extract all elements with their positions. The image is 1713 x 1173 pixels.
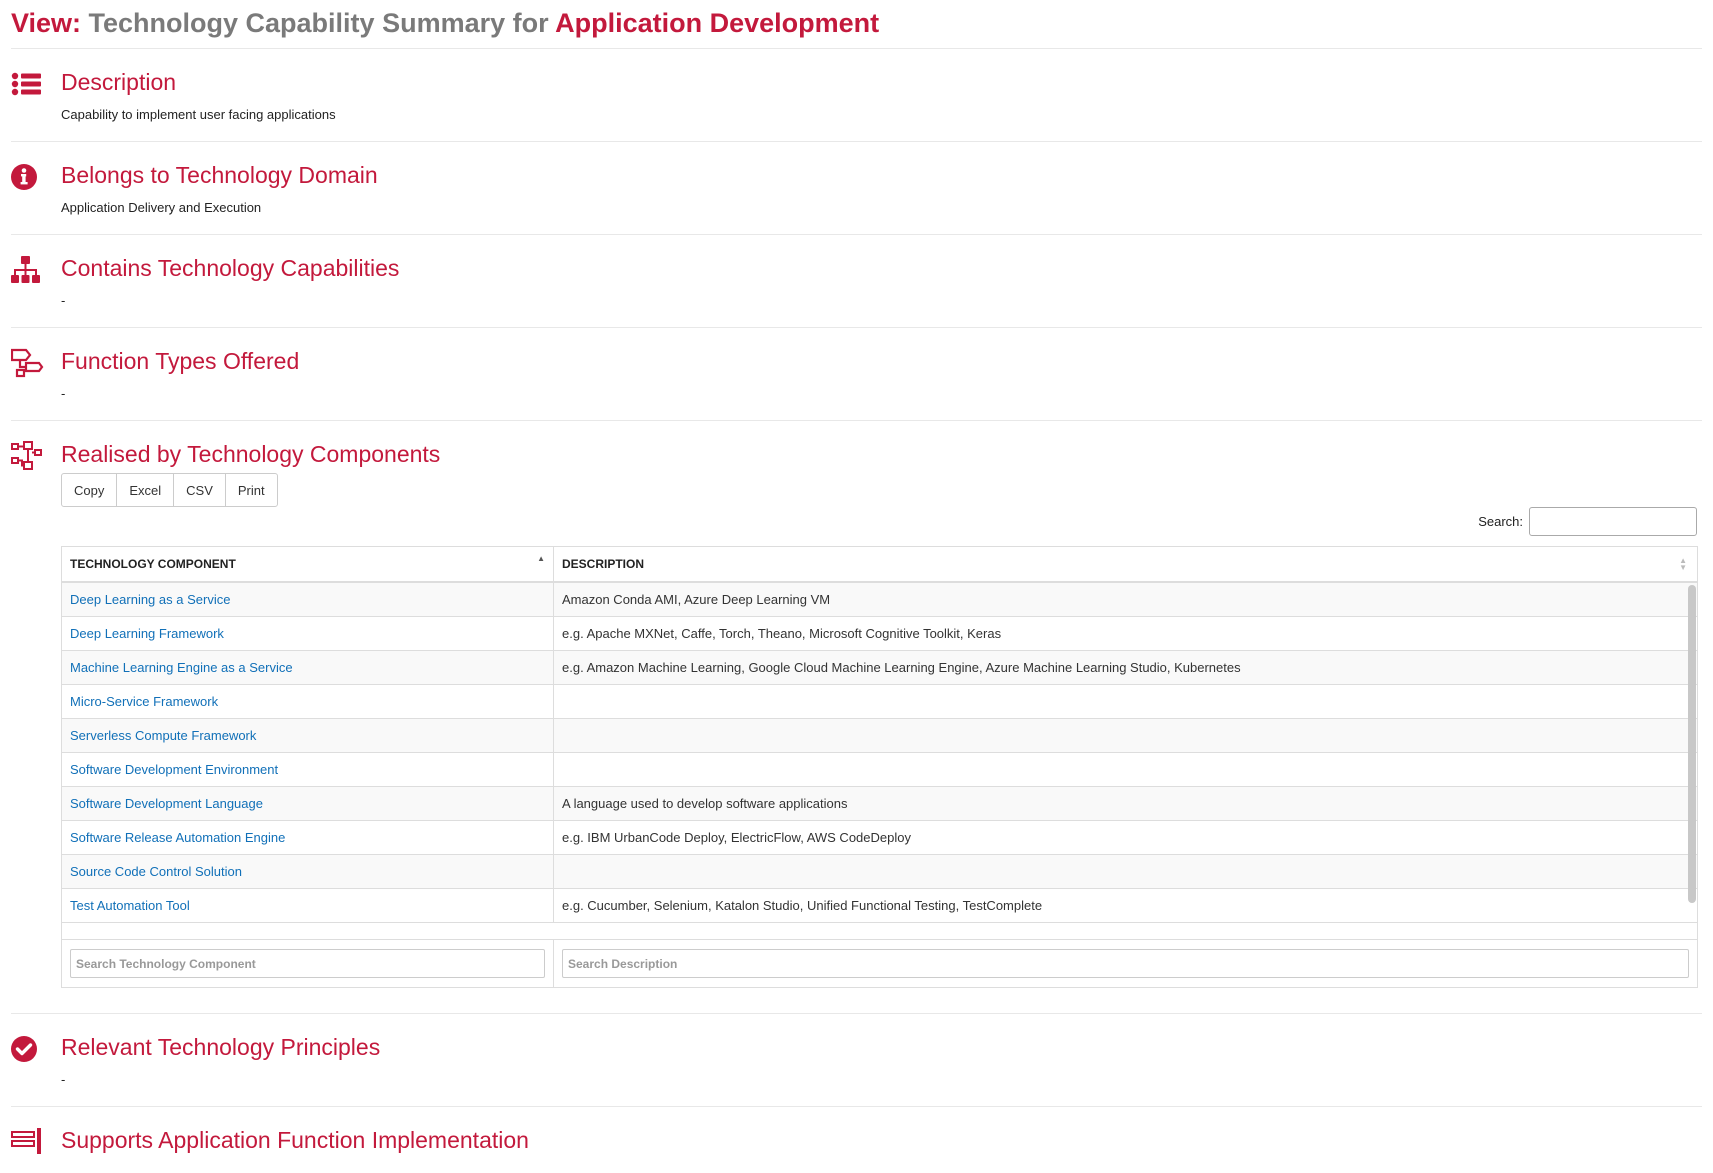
print-button[interactable]: Print xyxy=(225,473,278,507)
table-row xyxy=(62,583,1697,617)
principles-heading: Relevant Technology Principles xyxy=(61,1034,381,1060)
sitemap-icon xyxy=(11,255,45,285)
check-circle-icon xyxy=(11,1034,45,1064)
description-text: Capability to implement user facing applications xyxy=(61,107,336,122)
functions-text: - xyxy=(61,386,66,401)
title-middle: Technology Capability Summary for xyxy=(81,8,556,38)
excel-button[interactable]: Excel xyxy=(116,473,174,507)
table-footer-filters xyxy=(62,939,1697,987)
component-link[interactable]: Source Code Control Solution xyxy=(70,864,242,879)
component-network-icon xyxy=(11,441,45,471)
principles-section xyxy=(11,1014,1702,1107)
title-subject: Application Development xyxy=(555,8,880,38)
component-link[interactable]: Serverless Compute Framework xyxy=(70,728,257,743)
components-table xyxy=(61,546,1698,988)
component-link[interactable]: Software Development Environment xyxy=(70,762,279,777)
sort-asc-icon: ▲ xyxy=(537,554,545,563)
component-link[interactable]: Deep Learning as a Service xyxy=(70,592,231,607)
column-header-description[interactable] xyxy=(554,547,1697,581)
table-row xyxy=(62,617,1697,651)
column-header-description-label: DESCRIPTION xyxy=(562,557,645,571)
contains-heading: Contains Technology Capabilities xyxy=(61,255,400,281)
filter-component-input[interactable] xyxy=(70,949,545,978)
table-header xyxy=(62,547,1697,583)
principles-text: - xyxy=(61,1072,66,1087)
description-section xyxy=(11,49,1702,142)
description-cell: e.g. Amazon Machine Learning, Google Cloud Machine Learning Engine, Azure Machine Learning Studio, Kubernetes xyxy=(562,660,1241,675)
description-cell xyxy=(554,753,1684,786)
table-scrollbar[interactable] xyxy=(1688,585,1696,903)
description-heading: Description xyxy=(61,69,177,95)
component-link[interactable]: Micro-Service Framework xyxy=(70,694,219,709)
realised-heading: Realised by Technology Components xyxy=(61,441,441,467)
table-row xyxy=(62,685,1697,719)
search-input[interactable] xyxy=(1529,507,1697,536)
csv-button[interactable]: CSV xyxy=(173,473,226,507)
list-icon xyxy=(11,69,45,99)
description-cell: Amazon Conda AMI, Azure Deep Learning VM xyxy=(562,592,831,607)
table-row xyxy=(62,821,1697,855)
copy-button[interactable]: Copy xyxy=(61,473,117,507)
column-header-component-label: TECHNOLOGY COMPONENT xyxy=(70,557,236,571)
page-title xyxy=(11,0,1702,49)
component-link[interactable]: Software Release Automation Engine xyxy=(70,830,286,845)
functions-heading: Function Types Offered xyxy=(61,348,300,374)
sort-both-icon: ▲ ▼ xyxy=(1679,556,1687,572)
column-header-component[interactable] xyxy=(62,547,554,581)
domain-section xyxy=(11,142,1702,235)
filter-description-input[interactable] xyxy=(562,949,1689,978)
table-row xyxy=(62,889,1697,923)
contains-section xyxy=(11,235,1702,328)
description-cell: e.g. IBM UrbanCode Deploy, ElectricFlow, AWS CodeDeploy xyxy=(562,830,911,845)
table-row xyxy=(62,753,1697,787)
description-cell xyxy=(554,719,1684,752)
component-link[interactable]: Test Automation Tool xyxy=(70,898,190,913)
table-search xyxy=(61,507,1702,536)
realised-section xyxy=(11,421,1702,1014)
domain-text: Application Delivery and Execution xyxy=(61,200,262,215)
contains-text: - xyxy=(61,293,66,308)
description-cell: A language used to develop software applications xyxy=(562,796,848,811)
function-flow-icon xyxy=(11,348,45,378)
table-body[interactable] xyxy=(62,583,1697,939)
component-link[interactable]: Deep Learning Framework xyxy=(70,626,224,641)
domain-heading: Belongs to Technology Domain xyxy=(61,162,378,188)
description-cell xyxy=(554,685,1684,718)
supports-section xyxy=(11,1107,1702,1173)
export-button-group xyxy=(61,473,278,507)
description-cell xyxy=(554,855,1684,888)
table-row xyxy=(62,719,1697,753)
component-link[interactable]: Machine Learning Engine as a Service xyxy=(70,660,293,675)
search-label: Search: xyxy=(1478,514,1523,529)
description-cell: e.g. Apache MXNet, Caffe, Torch, Theano, Microsoft Cognitive Toolkit, Keras xyxy=(562,626,1002,641)
table-row xyxy=(62,855,1697,889)
application-function-icon xyxy=(11,1127,45,1157)
title-prefix: View: xyxy=(11,8,82,38)
description-cell: e.g. Cucumber, Selenium, Katalon Studio, Unified Functional Testing, TestComplete xyxy=(562,898,1043,913)
functions-section xyxy=(11,328,1702,421)
table-row xyxy=(62,787,1697,821)
component-link[interactable]: Software Development Language xyxy=(70,796,263,811)
supports-heading: Supports Application Function Implementation xyxy=(61,1127,529,1153)
info-circle-icon xyxy=(11,162,45,192)
table-row xyxy=(62,651,1697,685)
